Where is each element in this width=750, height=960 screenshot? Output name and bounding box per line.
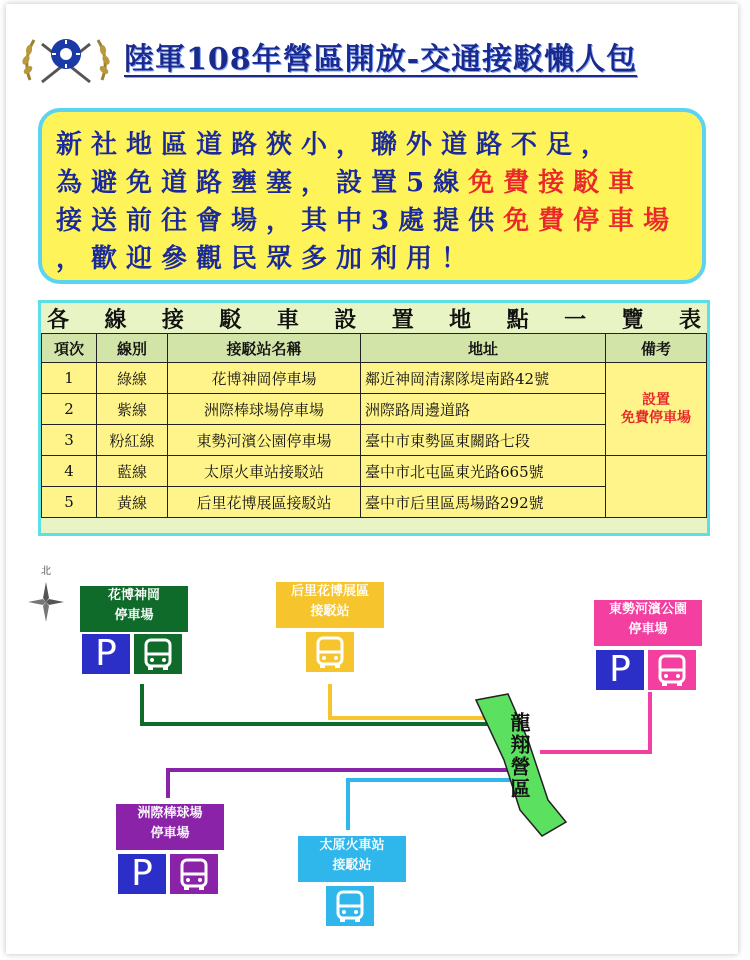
row-line: 綠線 bbox=[97, 363, 168, 394]
bus-icon bbox=[168, 852, 220, 896]
station-name-line1: 后里花博展區 bbox=[290, 584, 369, 599]
table-title-char: 各 bbox=[47, 306, 70, 333]
row-line: 紫線 bbox=[97, 394, 168, 425]
notice-line-4: ，歡迎參觀民眾多加利用！ bbox=[56, 244, 477, 274]
notice-line-2 bbox=[56, 164, 692, 202]
station-blue-icons bbox=[324, 884, 376, 928]
note-line-2: 免費停車場 bbox=[621, 410, 691, 426]
route-map bbox=[0, 560, 750, 960]
table-title-char: 置 bbox=[391, 306, 414, 333]
bus-icon bbox=[324, 884, 376, 928]
row-address: 臺中市后里區馬場路292號 bbox=[361, 487, 606, 518]
shuttle-location-table bbox=[41, 333, 707, 518]
free-parking-highlight: 免費停車場 bbox=[503, 206, 679, 236]
row-station: 花博神岡停車場 bbox=[168, 363, 361, 394]
header bbox=[20, 26, 720, 86]
row-no: 2 bbox=[42, 394, 97, 425]
header-note: 備考 bbox=[606, 334, 707, 363]
row-address: 鄰近神岡清潔隊堤南路42號 bbox=[361, 363, 606, 394]
yellow-route-line bbox=[330, 684, 500, 718]
compass-icon bbox=[28, 582, 64, 622]
table-title-char: 駁 bbox=[219, 306, 242, 333]
table-title-char: 設 bbox=[334, 306, 357, 333]
row-station: 洲際棒球場停車場 bbox=[168, 394, 361, 425]
bus-icon bbox=[132, 632, 184, 676]
table-title-char: 線 bbox=[104, 306, 127, 333]
blue-route-line bbox=[348, 780, 510, 830]
row-address: 臺中市北屯區東光路665號 bbox=[361, 456, 606, 487]
notice-line-3-text: 接送前往會場，其中3處提供 bbox=[56, 206, 504, 236]
table-title-char: 點 bbox=[506, 306, 529, 333]
station-pink bbox=[594, 600, 702, 646]
parking-icon: P bbox=[80, 632, 132, 676]
purple-route-line bbox=[168, 770, 510, 798]
station-name-line1: 東勢河濱公園 bbox=[608, 602, 687, 617]
station-pink-icons bbox=[594, 648, 698, 692]
station-purple bbox=[116, 804, 224, 850]
station-blue bbox=[298, 836, 406, 882]
bus-icon bbox=[304, 630, 356, 674]
row-no: 4 bbox=[42, 456, 97, 487]
station-name-line2: 接駁站 bbox=[332, 858, 372, 873]
table-row bbox=[42, 363, 707, 394]
header-station: 接駁站名稱 bbox=[168, 334, 361, 363]
station-name-line2: 停車場 bbox=[114, 608, 154, 623]
station-yellow-icons bbox=[304, 630, 356, 674]
row-station: 太原火車站接駁站 bbox=[168, 456, 361, 487]
row-no: 5 bbox=[42, 487, 97, 518]
station-purple-icons bbox=[116, 852, 220, 896]
table-title-char: 表 bbox=[678, 306, 701, 333]
station-name-line1: 太原火車站 bbox=[319, 838, 385, 853]
notice-line-3 bbox=[56, 202, 692, 240]
table-title-char: 一 bbox=[564, 306, 587, 333]
row-line: 藍線 bbox=[97, 456, 168, 487]
free-shuttle-highlight: 免費接駁車 bbox=[468, 168, 644, 198]
row-address: 洲際路周邊道路 bbox=[361, 394, 606, 425]
page-title: 陸軍108年營區開放-交通接駁懶人包 bbox=[124, 42, 638, 77]
notice-line-1: 新社地區道路狹小，聯外道路不足， bbox=[56, 130, 617, 160]
table-row bbox=[42, 456, 707, 487]
station-green-icons bbox=[80, 632, 184, 676]
army-emblem-icon bbox=[20, 30, 112, 90]
row-no: 3 bbox=[42, 425, 97, 456]
header-line: 線別 bbox=[97, 334, 168, 363]
compass-label: 北 bbox=[41, 566, 51, 577]
header-no: 項次 bbox=[42, 334, 97, 363]
table-title-char: 接 bbox=[161, 306, 184, 333]
note-line-1: 設置 bbox=[642, 392, 670, 408]
empty-note bbox=[606, 456, 707, 518]
station-name-line1: 花博神岡 bbox=[107, 588, 160, 603]
table-title-char: 覽 bbox=[621, 306, 644, 333]
bus-icon bbox=[646, 648, 698, 692]
parking-icon: P bbox=[594, 648, 646, 692]
table-title-char: 地 bbox=[449, 306, 472, 333]
station-yellow bbox=[276, 582, 384, 628]
station-name-line2: 停車場 bbox=[150, 826, 190, 841]
notice-box bbox=[38, 108, 706, 284]
camp-label: 龍翔營區 bbox=[507, 712, 531, 800]
row-line: 黃線 bbox=[97, 487, 168, 518]
station-name-line2: 停車場 bbox=[628, 622, 668, 637]
table-header-row bbox=[42, 334, 707, 363]
row-line: 粉紅線 bbox=[97, 425, 168, 456]
table-title-char: 車 bbox=[276, 306, 299, 333]
pink-route-line bbox=[540, 690, 650, 752]
table-title bbox=[41, 303, 707, 333]
free-parking-note bbox=[606, 363, 707, 456]
shuttle-table bbox=[38, 300, 710, 536]
row-station: 東勢河濱公園停車場 bbox=[168, 425, 361, 456]
row-station: 后里花博展區接駁站 bbox=[168, 487, 361, 518]
row-address: 臺中市東勢區東關路七段 bbox=[361, 425, 606, 456]
row-no: 1 bbox=[42, 363, 97, 394]
notice-line-2-text: 為避免道路壅塞，設置5線 bbox=[56, 168, 469, 198]
parking-icon: P bbox=[116, 852, 168, 896]
header-address: 地址 bbox=[361, 334, 606, 363]
station-name-line1: 洲際棒球場 bbox=[137, 806, 203, 821]
station-green bbox=[80, 586, 188, 632]
station-name-line2: 接駁站 bbox=[310, 604, 350, 619]
